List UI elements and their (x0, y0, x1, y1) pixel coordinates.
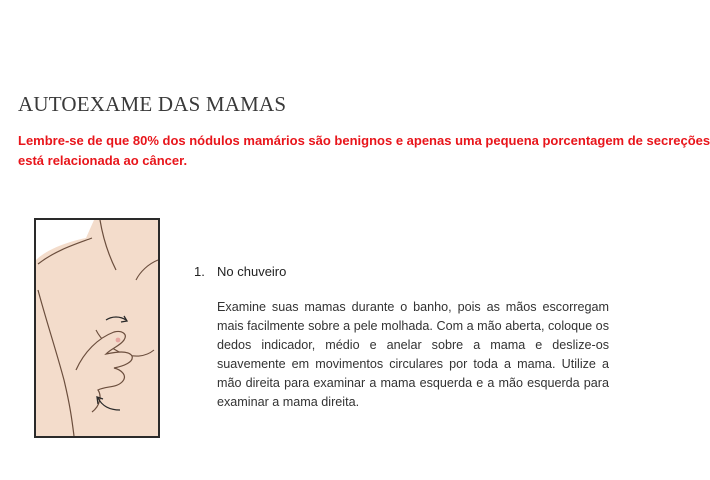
breast-self-exam-illustration-icon (36, 220, 158, 436)
warning-text (18, 131, 710, 171)
step-body: Examine suas mamas durante o banho, pois as mãos escorregam mais facilmente sobre a pele molhada. Com a mão aberta, coloque os dedos indicador, médio e anelar sobre a mama e deslize-os suavemente em movimentos circulares por toda a mama. Utilize a mão direita para examinar a mama esquerda e a mão esquerda para examinar a mama direita. (217, 300, 609, 409)
warning-line-2: está relacionada ao câncer. (18, 153, 188, 168)
breast-exam-illustration (34, 218, 160, 438)
page-title: AUTOEXAME DAS MAMAS (18, 92, 287, 116)
step-number: 1. (194, 264, 205, 279)
warning-line-1: Lembre-se de que 80% dos nódulos mamários são benignos e apenas uma pequena porcentagem de secreções (18, 133, 710, 148)
step-title: No chuveiro (217, 264, 287, 279)
